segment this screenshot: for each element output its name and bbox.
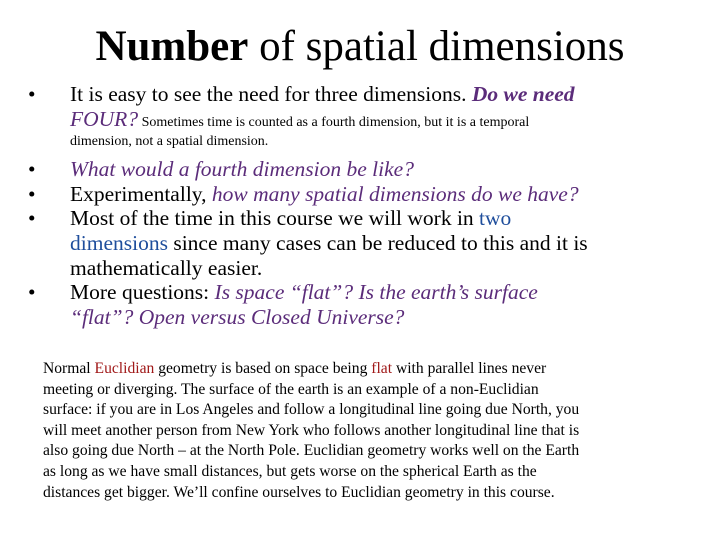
paragraph-line-6: as long as we have small distances, but gets worse on the spherical Earth as the: [43, 462, 537, 480]
bullet-3-line: [70, 182, 702, 207]
bullet-1-question-end: FOUR?: [70, 106, 139, 131]
bullet-item-4: [22, 206, 702, 280]
paragraph-line-3: surface: if you are in Los Angeles and follow a longitudinal line going due North, you: [43, 401, 580, 419]
bullet-4-text-2: since many cases can be reduced to this and it is: [167, 230, 588, 255]
bullet-3-text: Experimentally,: [70, 181, 212, 206]
bullet-item-3: [22, 182, 702, 207]
bullet-item-5: [22, 280, 702, 329]
bullet-2-text: What would a fourth dimension be like?: [70, 157, 414, 182]
paragraph-line-7: distances get bigger. We’ll confine ourselves to Euclidian geometry in this course.: [43, 483, 555, 501]
bullet-4-highlight: two: [479, 206, 512, 231]
bullet-1-line-2: [70, 107, 702, 132]
bullet-5-text: More questions:: [70, 280, 215, 305]
bullet-dot: •: [28, 280, 36, 305]
paragraph-text: Normal: [43, 360, 95, 377]
bullet-1-line-1: [70, 82, 702, 107]
bullet-4-text: Most of the time in this course we will work in: [70, 206, 480, 231]
bullet-4-line-2: [70, 231, 702, 256]
bullet-5-line-1: [70, 280, 702, 305]
title-bold-word: Number: [95, 23, 249, 70]
bullet-dot: •: [28, 157, 36, 182]
bullet-item-2: [22, 157, 702, 182]
bullet-1-text: It is easy to see the need for three dimensions.: [70, 82, 472, 106]
title-rest: of spatial dimensions: [248, 23, 625, 70]
bullet-4-line-1: [70, 206, 702, 231]
euclidian-highlight: Euclidian: [94, 360, 155, 377]
paragraph-line-2: meeting or diverging. The surface of the earth is an example of a non-Euclidian: [43, 380, 539, 398]
bullet-1-line-3: dimension, not a spatial dimension.: [70, 134, 269, 150]
bullet-list: [22, 82, 702, 329]
bullet-3-question: how many spatial dimensions do we have?: [211, 181, 579, 206]
bullet-5-question: Is space “flat”? Is the earth’s surface: [214, 280, 538, 305]
slide-title: [0, 20, 720, 74]
bullet-1-note: Sometimes time is counted as a fourth dimension, but it is a temporal: [138, 114, 530, 130]
paragraph-line-4: will meet another person from New York who follows another longitudinal line that is: [43, 421, 580, 439]
bullet-5-line-2: “flat”? Open versus Closed Universe?: [70, 304, 405, 329]
paragraph-line-5: also going due North – at the North Pole. Euclidian geometry works well on the Earth: [43, 442, 580, 460]
bullet-4-line-3: mathematically easier.: [70, 255, 263, 280]
paragraph-line-1: [43, 359, 683, 380]
paragraph-text: with parallel lines never: [392, 360, 547, 377]
bullet-item-1: [22, 82, 702, 153]
bullet-4-highlight-2: dimensions: [70, 230, 168, 255]
flat-highlight: flat: [371, 360, 393, 377]
bullet-dot: •: [28, 206, 36, 231]
paragraph-text: geometry is based on space being: [154, 360, 372, 377]
bullet-dot: •: [28, 181, 36, 206]
bullet-1-question: Do we need: [471, 82, 575, 106]
bullet-dot: •: [28, 82, 36, 106]
explanation-paragraph: [43, 359, 683, 503]
